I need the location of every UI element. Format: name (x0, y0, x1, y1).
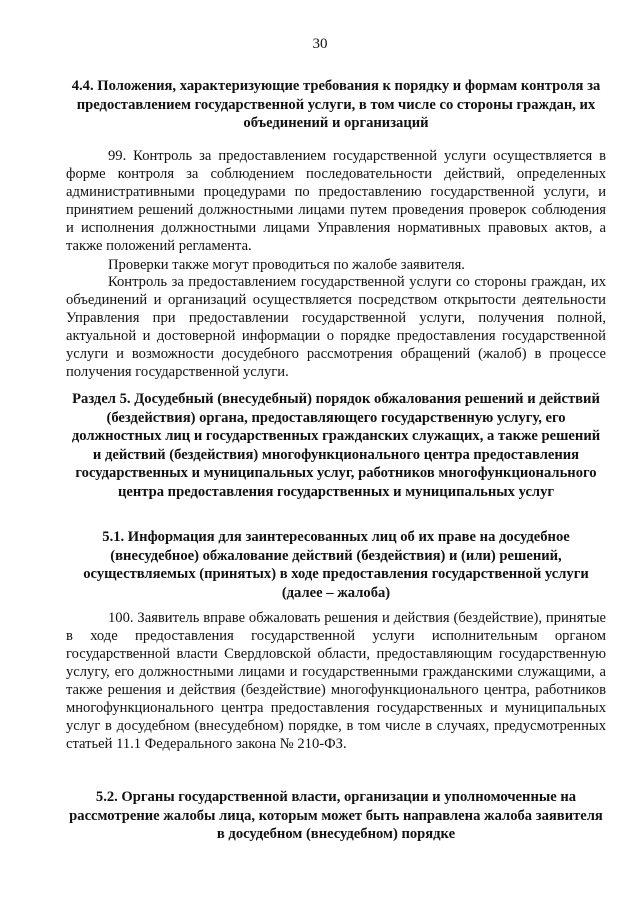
section-5-heading: Раздел 5. Досудебный (внесудебный) порядок обжалования решений и действий (бездействия) органа, предоставляющего государственную услугу, его должностных лиц и государственных гражданских служащих, а также решений и действий (бездействия) многофункционального центра предоставления государственных и муниципальных услуг, работников многофункционального центра предоставления государственных и муниципальных услуг (71, 391, 601, 500)
paragraph-100: 100. Заявитель вправе обжаловать решения и действия (бездействие), принятые в ходе предоставления государственной услуги исполнительным органом государственной власти Свердловской области, предоставляющим государственную услугу, его должностными лицами и государственными гражданскими служащими, а также решения и действия (бездействие) многофункционального центра, работников многофункционального центра предоставления государственных и муниципальных услуг в досудебном (внесудебном) порядке, в том числе в случаях, предусмотренных статьей 11.1 Федерального закона № 210-ФЗ. (66, 610, 606, 752)
page-number: 30 (312, 36, 328, 52)
section-5-2-heading: 5.2. Органы государственной власти, организации и уполномоченные на рассмотрение жалобы лица, которым может быть направлена жалоба заявителя в досудебном (внесудебном) порядке (69, 789, 603, 842)
paragraph-99: 99. Контроль за предоставлением государственной услуги осуществляется в форме контроля за соблюдением последовательности действий, определенных административными процедурами по предоставлению государственной услуги, и принятием решений должностными лицами путем проведения проверок соблюдения и исполнения должностными лицами Управления нормативных правовых актов, а также положений регламента. (66, 148, 606, 254)
section-5-1-heading: 5.1. Информация для заинтересованных лиц об их праве на досудебное (внесудебное) обжалование действий (бездействия) и (или) решений, осуществляемых (принятых) в ходе предоставления государственной услуги (далее – жалоба) (83, 529, 589, 601)
section-4-4-heading: 4.4. Положения, характеризующие требования к порядку и формам контроля за предоставлением государственной услуги, в том числе со стороны граждан, их объединений и организаций (71, 78, 601, 131)
paragraph-control: Контроль за предоставлением государственной услуги со стороны граждан, их объединений и организаций осуществляется посредством открытости деятельности Управления при предоставлении государственной услуги, получения полной, актуальной и достоверной информации о порядке предоставления государственной услуги и возможности досудебного рассмотрения обращений (жалоб) в процессе получения государственной услуги. (66, 274, 606, 380)
paragraph-inspections: Проверки также могут проводиться по жалобе заявителя. (108, 257, 465, 273)
